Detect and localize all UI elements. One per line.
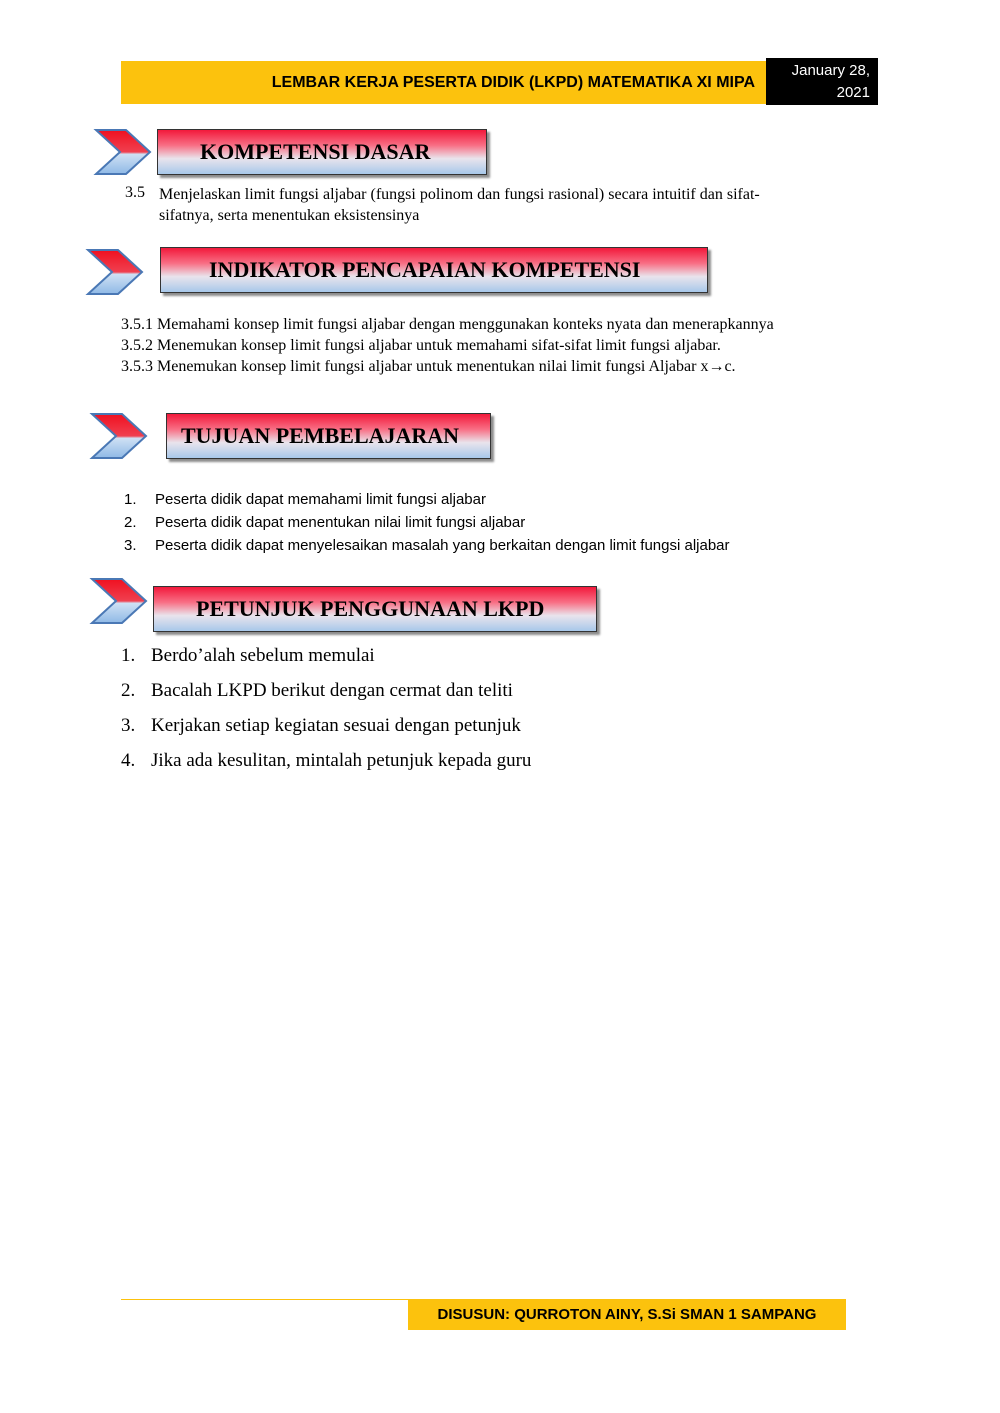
kd-line-1: Menjelaskan limit fungsi aljabar (fungsi polinom dan fungsi rasional) secara intuitif dan sifat-	[159, 186, 760, 203]
list-text: Jika ada kesulitan, mintalah petunjuk kepada guru	[151, 750, 532, 771]
indikator-list	[121, 314, 774, 377]
section-title-petunjuk: PETUNJUK PENGGUNAAN LKPD	[153, 586, 597, 632]
petunjuk-list	[121, 645, 531, 785]
chevron-arrow-icon	[88, 577, 150, 625]
list-number: 3.	[121, 715, 136, 736]
header-date	[766, 58, 878, 105]
footer-line	[121, 1299, 409, 1300]
list-text: Peserta didik dapat menyelesaikan masalah yang berkaitan dengan limit fungsi aljabar	[155, 537, 730, 554]
footer-bar	[408, 1299, 846, 1330]
indikator-item: 3.5.1 Memahami konsep limit fungsi aljabar dengan menggunakan konteks nyata dan menerapkannya	[121, 316, 774, 333]
list-text: Peserta didik dapat memahami limit fungsi aljabar	[155, 491, 486, 508]
list-item	[121, 750, 531, 785]
tujuan-list	[124, 488, 730, 557]
list-number: 2.	[124, 514, 137, 531]
list-text: Peserta didik dapat menentukan nilai limit fungsi aljabar	[155, 514, 526, 531]
indikator-item: 3.5.2 Menemukan konsep limit fungsi aljabar untuk memahami sifat-sifat limit fungsi aljabar.	[121, 337, 721, 354]
list-number: 3.	[124, 537, 137, 554]
header-date-line2: 2021	[836, 84, 870, 101]
list-number: 4.	[121, 750, 136, 771]
list-number: 1.	[121, 645, 136, 666]
kd-description	[159, 184, 859, 226]
header-title: LEMBAR KERJA PESERTA DIDIK (LKPD) MATEMATIKA XI MIPA	[271, 73, 755, 91]
footer-text: DISUSUN: QURROTON AINY, S.Si SMAN 1 SAMPANG	[437, 1306, 817, 1323]
indikator-item: 3.5.3 Menemukan konsep limit fungsi aljabar untuk menentukan nilai limit fungsi Aljabar x→c.	[121, 358, 736, 375]
list-item	[121, 645, 531, 680]
list-number: 2.	[121, 680, 136, 701]
kd-line-2: sifatnya, serta menentukan eksistensinya	[159, 207, 420, 224]
chevron-arrow-icon	[88, 412, 150, 460]
list-text: Kerjakan setiap kegiatan sesuai dengan petunjuk	[151, 715, 521, 736]
section-title-kompetensi-dasar: KOMPETENSI DASAR	[157, 129, 487, 175]
list-item	[121, 715, 531, 750]
list-text: Bacalah LKPD berikut dengan cermat dan teliti	[151, 680, 513, 701]
list-item	[124, 488, 730, 511]
kd-number: 3.5	[125, 184, 145, 201]
header-date-line1: January 28,	[791, 62, 870, 79]
list-item	[124, 511, 730, 534]
list-text: Berdo’alah sebelum memulai	[151, 645, 375, 666]
chevron-arrow-icon	[84, 248, 146, 296]
chevron-arrow-icon	[92, 128, 154, 176]
section-title-tujuan: TUJUAN PEMBELAJARAN	[166, 413, 491, 459]
list-item	[121, 680, 531, 715]
list-item	[124, 534, 730, 557]
section-title-indikator: INDIKATOR PENCAPAIAN KOMPETENSI	[160, 247, 708, 293]
list-number: 1.	[124, 491, 137, 508]
